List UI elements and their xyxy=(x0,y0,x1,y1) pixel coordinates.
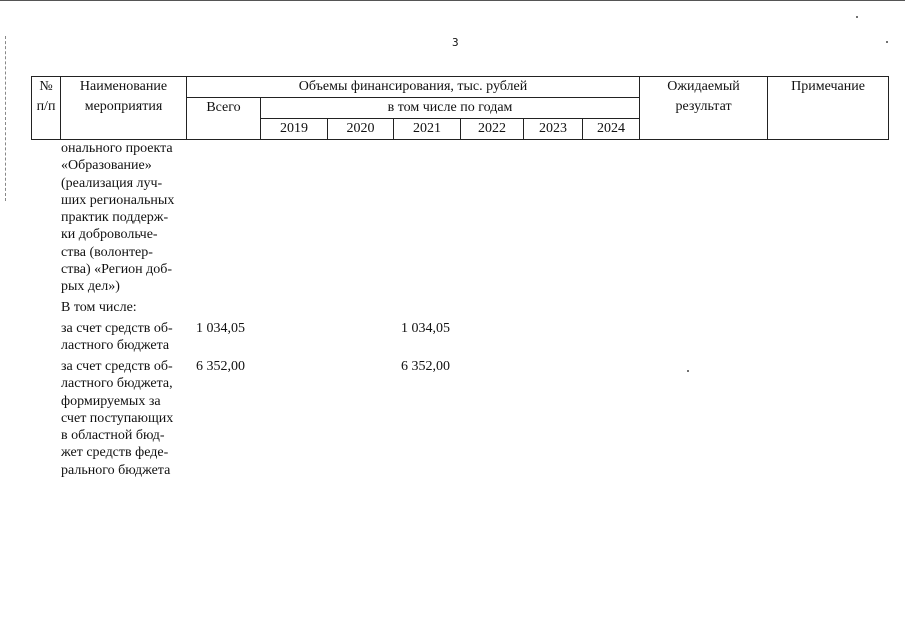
header-event-name: Наименование мероприятия xyxy=(61,77,187,140)
page-top-edge xyxy=(0,0,905,1)
header-year: 2021 xyxy=(394,119,461,140)
header-year: 2022 xyxy=(461,119,524,140)
header-expected-result: Ожидаемый результат xyxy=(640,77,768,140)
header-year: 2020 xyxy=(328,119,394,140)
page-number: 3 xyxy=(452,36,459,49)
funding-total-value: 6 352,00 xyxy=(196,359,245,374)
header-year: 2019 xyxy=(261,119,328,140)
funding-2021-value: 6 352,00 xyxy=(401,359,450,374)
funding-table-header xyxy=(31,76,889,140)
header-year: 2024 xyxy=(583,119,640,140)
header-note: Примечание xyxy=(768,77,889,140)
scan-speck xyxy=(687,370,689,372)
funding-source-name: за счет средств об- ластного бюджета xyxy=(61,321,173,354)
funding-source-name: за счет средств об- ластного бюджета, формируемых за счет поступающих в областной бюд- жет средств феде- рального бюджета xyxy=(61,359,174,478)
header-funding: Объемы финансирования, тыс. рублей xyxy=(187,77,640,98)
funding-total-value: 1 034,05 xyxy=(196,321,245,336)
event-description: онального проекта «Образование» (реализация луч- ших региональных практик поддерж- ки добровольче- ства (волонтер- ства) «Регион доб- рых дел») xyxy=(61,141,175,295)
header-total: Всего xyxy=(187,98,261,140)
header-num: № п/п xyxy=(32,77,61,140)
scan-speck xyxy=(886,41,888,43)
binding-margin-marks xyxy=(5,36,22,201)
header-by-years: в том числе по годам xyxy=(261,98,640,119)
funding-2021-value: 1 034,05 xyxy=(401,321,450,336)
scan-speck xyxy=(856,16,858,18)
header-year: 2023 xyxy=(524,119,583,140)
including-label: В том числе: xyxy=(61,300,137,315)
